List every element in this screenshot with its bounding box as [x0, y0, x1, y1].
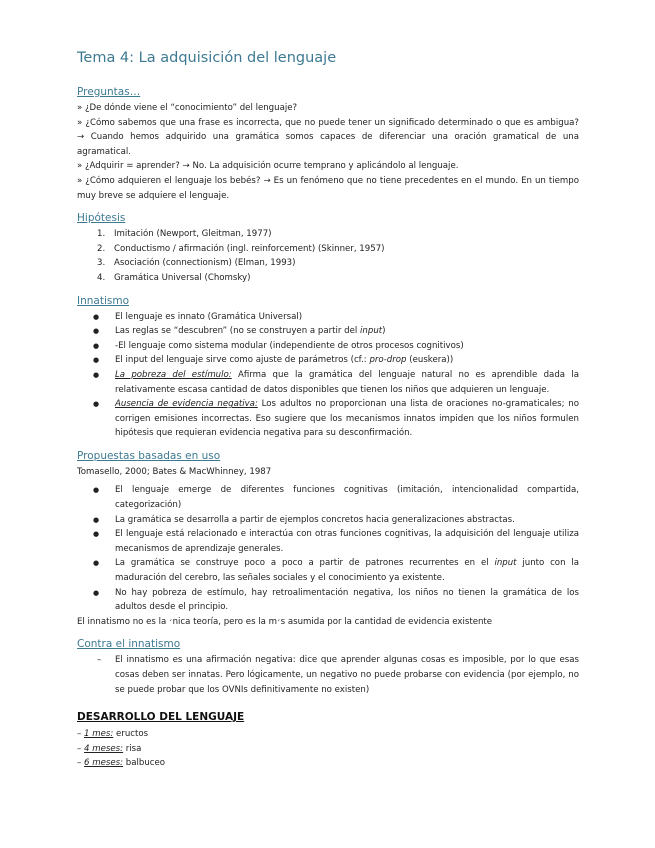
list-item: ● La gramática se construye poco a poco a partir de patrones recurrentes en el input junto con la maduración del cerebro, las señales sociales y el conocimiento ya existente. [93, 558, 579, 584]
document-page [77, 50, 579, 771]
propuestas-list [77, 483, 579, 614]
question-line: » ¿De dónde viene el “conocimiento” del lenguaje? [77, 103, 298, 113]
innatismo-list [77, 310, 579, 441]
contra-list [77, 653, 579, 697]
section-heading-desarrollo: DESARROLLO DEL LENGUAJE [77, 711, 245, 724]
list-item: ● El input del lenguaje sirve como ajuste de parámetros (cf.: pro-drop (euskera)) [93, 355, 454, 366]
hypothesis-list [77, 227, 579, 285]
reference-line: Tomasello, 2000; Bates & MacWhinney, 1987 [77, 466, 272, 477]
milestone-line: – 4 meses: risa [77, 743, 142, 754]
list-item: 4. Gramática Universal (Chomsky) [97, 272, 251, 283]
list-item: ● Las reglas se “descubren” (no se construyen a partir del input) [93, 326, 386, 337]
closing-line: El innatismo no es la ׳nica teoría, pero es la m׳s asumida por la cantidad de evidencia existente [77, 616, 493, 627]
list-item: ● No hay pobreza de estímulo, hay retroalimentación negativa, los niños no tienen la gramática de los adultos desde el principio. [93, 587, 579, 613]
list-item: ● La gramática se desarrolla a partir de ejemplos concretos hacia generalizaciones abstractas. [93, 514, 515, 525]
list-item: ● -El lenguaje como sistema modular (independiente de otros procesos cognitivos) [93, 340, 464, 351]
section-heading-propuestas: Propuestas basadas en uso [77, 449, 221, 462]
section-heading-hipotesis: Hipótesis [77, 212, 126, 225]
section-heading-innatismo: Innatismo [77, 294, 129, 307]
list-item: 2. Conductismo / afirmación (ingl. reinforcement) (Skinner, 1957) [97, 243, 385, 254]
question-line: » ¿Cómo adquieren el lenguaje los bebés? → Es un fenómeno que no tiene precedentes en el mundo. En un tiempo muy breve se adquiere el lenguaje. [77, 175, 579, 201]
question-line: » ¿Adquirir = aprender? → No. La adquisición ocurre temprano y aplicándolo al lenguaje. [77, 161, 459, 172]
section-heading-contra: Contra el innatismo [77, 638, 181, 651]
list-item: – El innatismo es una afirmación negativa: dice que aprender algunas cosas es imposible, por lo que esas cosas deben ser innatas. Pero lógicamente, un negativo no puede probarse con evidencia (por ejemplo, no se puede probar que los OVNIs definitivamente no existen) [97, 655, 579, 695]
list-item: ● El lenguaje está relacionado e interactúa con otras funciones cognitivas, la adquisición del lenguaje utiliza mecanismos de aprendizaje generales. [93, 529, 579, 554]
list-item: ● Ausencia de evidencia negativa: Los adultos no proporcionan una lista de oraciones no-gramaticales; no corrigen emisiones incorrectas. Eso sugiere que los mecanismos innatos impiden que los niños formulen hipótesis que requieran evidencia negativa para su desconfirmación. [93, 399, 579, 439]
list-item: ● La pobreza del estímulo: Afirma que la gramática del lenguaje natural no es aprendible dada la relativamente escasa cantidad de datos disponibles que tienen los niños que adquieren un lenguaje. [93, 369, 579, 395]
list-item: ● El lenguaje emerge de diferentes funciones cognitivas (imitación, intencionalidad compartida, categorización) [93, 485, 579, 511]
list-item: 3. Asociación (connectionism) (Elman, 1993) [97, 258, 296, 269]
question-line: » ¿Cómo sabemos que una frase es incorrecta, que no puede tener un significado determinado o que es ambigua? → Cuando hemos adquirido una gramática somos capaces de diferenciar una oración gramatical de una agramatical. [77, 117, 579, 157]
milestone-line: – 6 meses: balbuceo [77, 758, 166, 769]
list-item: 1. Imitación (Newport, Gleitman, 1977) [97, 229, 272, 240]
section-heading-preguntas: Preguntas… [77, 86, 141, 98]
list-item: ● El lenguaje es innato (Gramática Universal) [93, 311, 303, 322]
page-title: Tema 4: La adquisición del lenguaje [77, 50, 337, 66]
milestone-line: – 1 mes: eructos [77, 729, 149, 740]
